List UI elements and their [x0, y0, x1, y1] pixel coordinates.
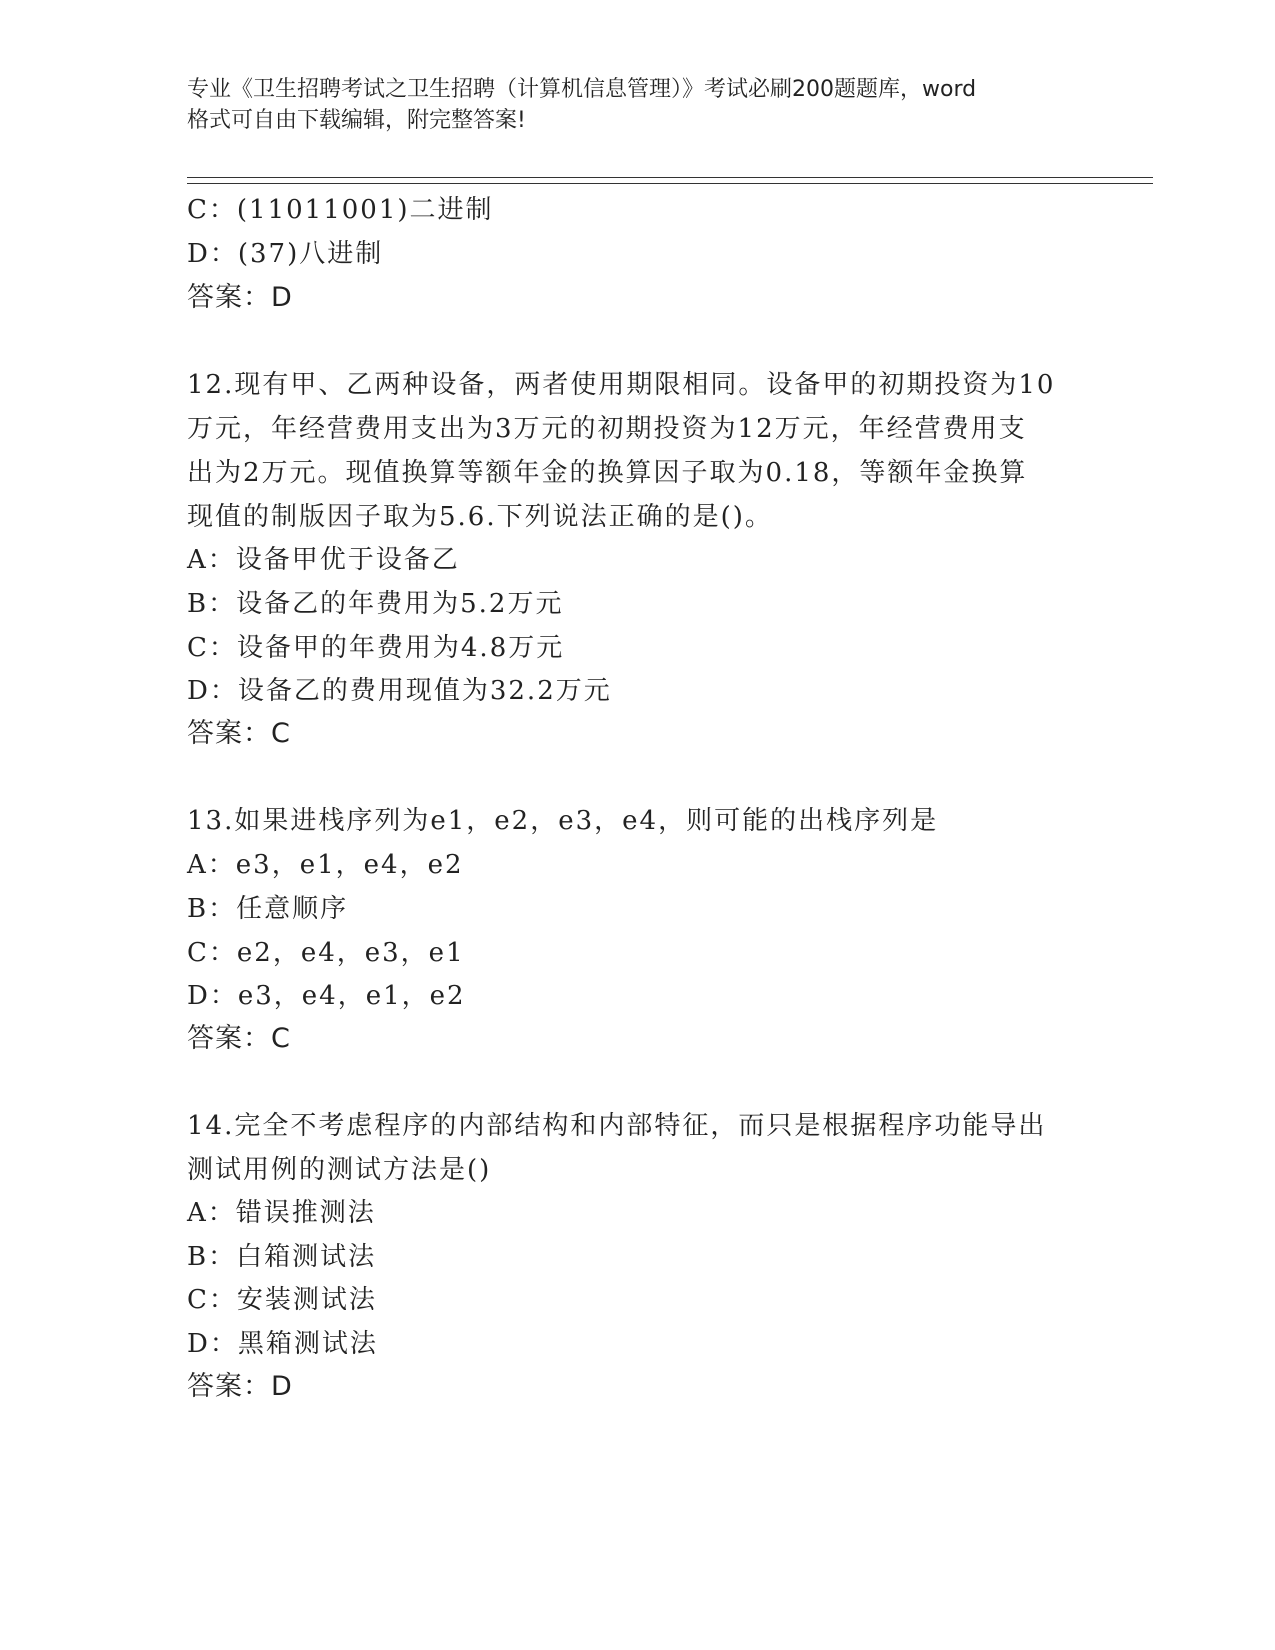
q13-stem-line-1: 13.如果进栈序列为e1，e2，e3，e4，则可能的出栈序列是 — [187, 806, 939, 836]
q13-option-a: A：e3，e1，e4，e2 — [187, 850, 464, 880]
q14-stem-line-2: 测试用例的测试方法是() — [187, 1155, 492, 1185]
q12-stem-line-1: 12.现有甲、乙两种设备，两者使用期限相同。设备甲的初期投资为10 — [187, 370, 1056, 400]
header-line-1: 专业《卫生招聘考试之卫生招聘（计算机信息管理）》考试必刷200题题库，word — [187, 77, 977, 102]
q12-option-c: C：设备甲的年费用为4.8万元 — [187, 633, 565, 663]
q13-option-c: C：e2，e4，e3，e1 — [187, 938, 465, 968]
q13-option-b: B：任意顺序 — [187, 894, 349, 924]
document-header — [187, 74, 1087, 136]
prev-answer: 答案：D — [187, 282, 293, 313]
header-divider-top — [187, 177, 1153, 178]
q14-option-b: B：白箱测试法 — [187, 1242, 377, 1272]
q13-answer: 答案：C — [187, 1023, 291, 1054]
q12-option-a: A：设备甲优于设备乙 — [187, 545, 460, 575]
q12-stem-line-3: 出为2万元。现值换算等额年金的换算因子取为0.18，等额年金换算 — [187, 458, 1028, 488]
q14-option-c: C：安装测试法 — [187, 1285, 377, 1315]
q13-option-d: D：e3，e4，e1，e2 — [187, 981, 466, 1011]
q12-option-b: B：设备乙的年费用为5.2万元 — [187, 589, 564, 619]
header-line-2: 格式可自由下载编辑，附完整答案! — [187, 108, 526, 133]
q14-answer: 答案：D — [187, 1371, 293, 1402]
header-divider-bottom — [187, 183, 1153, 184]
prev-option-c: C：(11011001)二进制 — [187, 195, 494, 225]
q14-option-d: D：黑箱测试法 — [187, 1329, 378, 1359]
prev-option-d: D：(37)八进制 — [187, 239, 384, 269]
q14-stem-line-1: 14.完全不考虑程序的内部结构和内部特征，而只是根据程序功能导出 — [187, 1111, 1047, 1141]
q14-option-a: A：错误推测法 — [187, 1198, 376, 1228]
q12-stem-line-2: 万元，年经营费用支出为3万元的初期投资为12万元，年经营费用支 — [187, 414, 1027, 444]
q12-stem-line-4: 现值的制版因子取为5.6.下列说法正确的是()。 — [187, 502, 773, 532]
q12-option-d: D：设备乙的费用现值为32.2万元 — [187, 676, 612, 706]
q12-answer: 答案：C — [187, 718, 291, 749]
